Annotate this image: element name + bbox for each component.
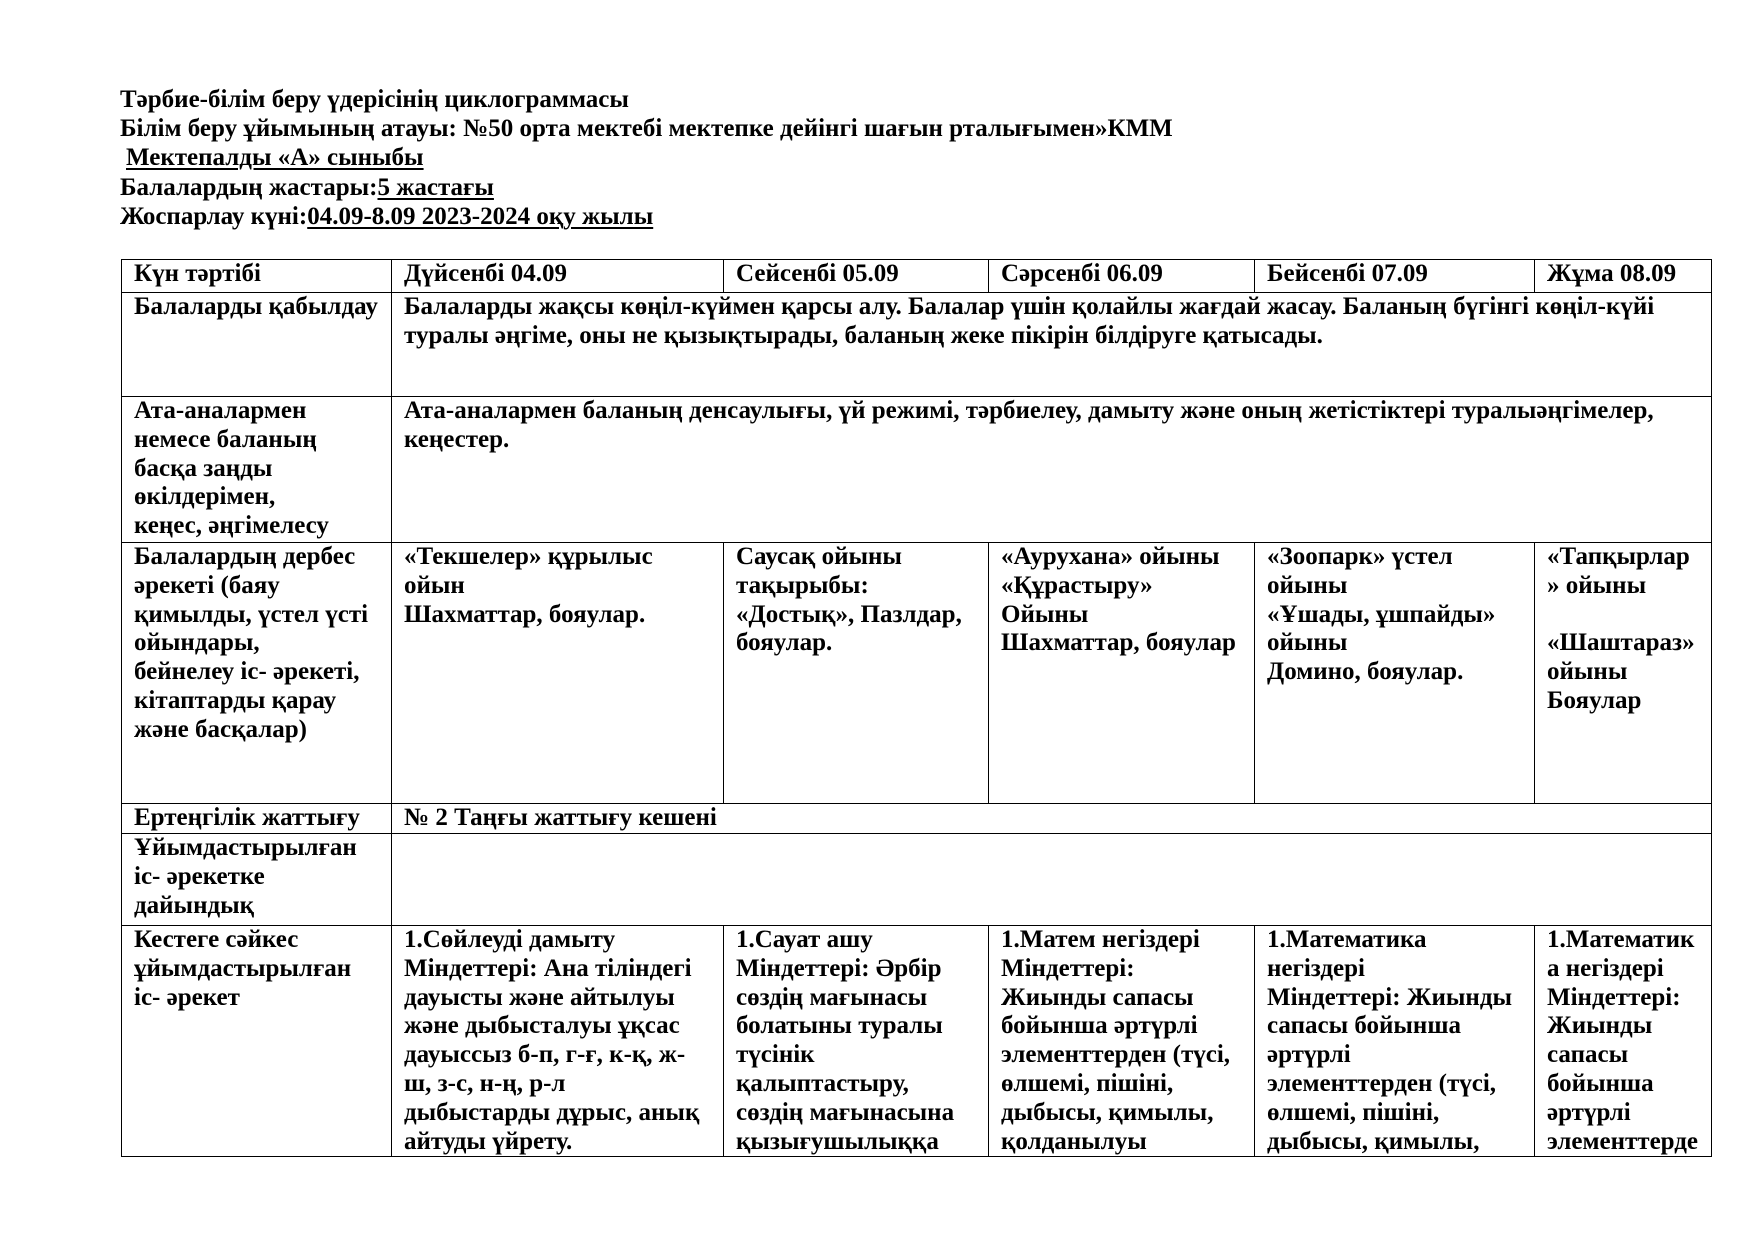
- row-5-activity-cell: [122, 834, 392, 926]
- cell-text-line: Міндеттері: Әрбір: [736, 954, 942, 982]
- row-1-activity-cell: [122, 293, 392, 397]
- column-header-wednesday: [989, 260, 1255, 293]
- cell-text-line: бояулар.: [736, 629, 833, 657]
- cell-text-line: ойындары,: [134, 629, 260, 657]
- cell-text-line: «Тапқырлар: [1547, 543, 1690, 570]
- row-4-activity-cell: [122, 804, 392, 834]
- cell-text-line: Ата-аналармен: [134, 397, 307, 424]
- cell-text-line: Балалардың дербес: [134, 543, 356, 570]
- cell-text-line: өлшемі, пішіні,: [1001, 1069, 1174, 1097]
- planning-date-value: 04.09-8.09 2023-2024 оқу жылы: [307, 202, 654, 230]
- cell-text-line: әртүрлі: [1547, 1098, 1631, 1126]
- cell-text-line: сапасы бойынша: [1267, 1012, 1461, 1040]
- row-6-activity-cell: [122, 926, 392, 1157]
- cell-text-line: болатыны туралы: [736, 1012, 943, 1040]
- column-header-friday: [1535, 260, 1712, 293]
- cell-text-line: «Шаштараз»: [1547, 629, 1695, 657]
- cell-text-line: Міндеттері: Ана тіліндегі: [404, 954, 692, 982]
- cell-text-line: негіздері: [1267, 954, 1365, 982]
- row-6-monday-cell: [392, 926, 724, 1157]
- schedule-table: [121, 259, 1712, 1157]
- cell-text-line: Саусақ ойыны: [736, 543, 902, 570]
- cell-text-line: дауысты және айтылуы: [404, 983, 675, 1011]
- cell-text-line: Күн тәртібі: [134, 260, 261, 287]
- cell-text-line: Міндеттері: Жиынды: [1267, 983, 1512, 1011]
- cell-text-line: бойынша әртүрлі: [1001, 1012, 1198, 1040]
- cell-text-line: өкілдерімен,: [134, 483, 276, 511]
- cell-text-line: ойыны: [1267, 571, 1348, 599]
- children-age-value: 5 жастағы: [377, 173, 494, 201]
- cell-text-line: Міндеттері:: [1001, 954, 1135, 982]
- row-6-friday-cell: [1535, 926, 1712, 1157]
- cell-text-line: Міндеттері:: [1547, 983, 1681, 1011]
- cell-text-line: № 2 Таңғы жаттығу кешені: [404, 804, 717, 831]
- cell-text-line: сөздің мағынасы: [736, 983, 928, 1011]
- row-6-tuesday-cell: [724, 926, 989, 1157]
- column-header-tuesday: [724, 260, 989, 293]
- cell-text-line: Бояулар: [1547, 686, 1642, 714]
- row-4-all-days-cell: [392, 804, 1712, 834]
- children-age-line: [120, 173, 1173, 202]
- cell-text-line: әртүрлі: [1267, 1041, 1351, 1069]
- cell-text-line: «Достық», Пазлдар,: [736, 600, 962, 628]
- cell-text-line: бойынша: [1547, 1069, 1654, 1097]
- cell-text-line: «Ұшады, ұшпайды»: [1267, 600, 1496, 628]
- cell-text-line: Домино, бояулар.: [1267, 658, 1464, 686]
- row-1-all-days-cell: [392, 293, 1712, 397]
- cell-text-line: туралы әңгіме, оны не қызықтырады, баланың жеке пікірін білдіруге қатысады.: [404, 321, 1323, 349]
- row-5-all-days-cell: [392, 834, 1712, 926]
- cell-text-line: және басқалар): [134, 715, 307, 743]
- row-3-tuesday-cell: [724, 543, 989, 804]
- cell-text-line: кітаптарды қарау: [134, 686, 337, 714]
- cell-text-line: қимылды, үстел үсті: [134, 600, 369, 628]
- row-2-all-days-cell: [392, 397, 1712, 543]
- cell-text-line: қалыптастыру,: [736, 1069, 909, 1097]
- row-6-wednesday-cell: [989, 926, 1255, 1157]
- row-6-thursday-cell: [1255, 926, 1535, 1157]
- row-3-activity-cell: [122, 543, 392, 804]
- cell-text-line: қызығушылыққа: [736, 1127, 939, 1155]
- cell-text-line: ойын: [404, 571, 465, 599]
- cell-text-line: 1.Матем негіздері: [1001, 926, 1200, 953]
- cell-text-line: Дүйсенбі 04.09: [404, 260, 567, 287]
- cell-text-line: Шахматтар, бояулар.: [404, 600, 646, 628]
- cell-text-line: дауыссыз б-п, г-ғ, к-қ, ж-: [404, 1041, 686, 1069]
- row-3-monday-cell: [392, 543, 724, 804]
- cell-text-line: өлшемі, пішіні,: [1267, 1098, 1440, 1126]
- column-header-daily-routine: [122, 260, 392, 293]
- row-3-thursday-cell: [1255, 543, 1535, 804]
- cell-text-line: дайындық: [134, 891, 255, 919]
- cell-text-line: әрекеті (баяу: [134, 571, 280, 599]
- cell-text-line: ойыны: [1547, 658, 1628, 686]
- planning-date-line: [120, 202, 1173, 231]
- cell-text-line: бейнелеу іс- әрекеті,: [134, 658, 360, 686]
- children-age-label: Балалардың жастары:: [120, 173, 378, 201]
- cell-text-line: [1547, 601, 1707, 630]
- cell-text-line: Шахматтар, бояулар: [1001, 629, 1236, 657]
- cell-text-line: дыбыстарды дұрыс, анық: [404, 1098, 700, 1126]
- cell-text-line: Балаларды жақсы көңіл-күймен қарсы алу. Балалар үшін қолайлы жағдай жасау. Баланың бүгінгі көңіл-күйі: [404, 293, 1655, 320]
- cell-text-line: «Аурухана» ойыны: [1001, 543, 1220, 570]
- document-title: Тәрбие-білім беру үдерісінің циклограммасы: [120, 86, 629, 113]
- cell-text-line: Ата-аналармен баланың денсаулығы, үй режимі, тәрбиелеу, дамыту және оның жетістіктері туралыәңгімелер,: [404, 397, 1654, 424]
- cell-text-line: Ойыны: [1001, 600, 1089, 628]
- cell-text-line: басқа заңды: [134, 454, 273, 482]
- row-3-wednesday-cell: [989, 543, 1255, 804]
- cell-text-line: элементтерден (түсі,: [1001, 1041, 1231, 1069]
- cell-text-line: дыбысы, қимылы,: [1001, 1098, 1214, 1126]
- cell-text-line: Жұма 08.09: [1547, 260, 1677, 287]
- cell-text-line: дыбысы, қимылы,: [1267, 1127, 1480, 1155]
- cell-text-line: Ертеңгілік жаттығу: [134, 804, 360, 831]
- cell-text-line: іс- әрекет: [134, 983, 240, 1011]
- cell-text-line: Бейсенбі 07.09: [1267, 260, 1428, 287]
- cell-text-line: түсінік: [736, 1041, 815, 1069]
- cell-text-line: кеңес, әңгімелесу: [134, 512, 329, 540]
- cell-text-line: кеңестер.: [404, 425, 510, 453]
- cell-text-line: 1.Математик: [1547, 926, 1695, 953]
- group-name: Мектепалды «А» сыныбы: [126, 144, 424, 172]
- cell-text-line: ш, з-с, н-ң, р-л: [404, 1069, 566, 1097]
- planning-date-label: Жоспарлау күні:: [120, 202, 308, 230]
- cell-text-line: айтуды үйрету.: [404, 1127, 573, 1155]
- organization-name: Білім беру ұйымының атауы: №50 орта мектебі мектепке дейінгі шағын рталығымен»КММ: [120, 115, 1173, 143]
- cell-text-line: Сәрсенбі 06.09: [1001, 260, 1163, 287]
- cell-text-line: » ойыны: [1547, 571, 1647, 599]
- cell-text-line: қолданылуы: [1001, 1127, 1147, 1155]
- cell-text-line: іс- әрекетке: [134, 862, 265, 890]
- cell-text-line: а негіздері: [1547, 954, 1664, 982]
- cell-text-line: «Құрастыру»: [1001, 571, 1153, 599]
- cell-text-line: Жиынды: [1547, 1012, 1653, 1040]
- cell-text-line: сөздің мағынасына: [736, 1098, 955, 1126]
- row-3-friday-cell: [1535, 543, 1712, 804]
- document-header: [120, 85, 1173, 231]
- cell-text-line: Кестеге сәйкес: [134, 926, 299, 953]
- cell-text-line: элементтерден (түсі,: [1267, 1069, 1497, 1097]
- cell-text-line: Балаларды қабылдау: [134, 293, 378, 320]
- cell-text-line: «Текшелер» құрылыс: [404, 543, 653, 570]
- cell-text-line: «Зоопарк» үстел: [1267, 543, 1453, 570]
- cell-text-line: 1.Сауат ашу: [736, 926, 873, 953]
- cell-text-line: ұйымдастырылған: [134, 954, 352, 982]
- group-line: [120, 143, 1173, 172]
- cell-text-line: сапасы: [1547, 1041, 1629, 1069]
- cell-text-line: 1.Математика: [1267, 926, 1427, 953]
- cell-text-line: 1.Сөйлеуді дамыту: [404, 926, 616, 953]
- cell-text-line: ойыны: [1267, 629, 1348, 657]
- cell-text-line: Жиынды сапасы: [1001, 983, 1194, 1011]
- cell-text-line: және дыбысталуы ұқсас: [404, 1012, 680, 1040]
- cell-text-line: Ұйымдастырылған: [134, 834, 357, 861]
- column-header-monday: [392, 260, 724, 293]
- column-header-thursday: [1255, 260, 1535, 293]
- cell-text-line: Сейсенбі 05.09: [736, 260, 899, 287]
- cell-text-line: тақырыбы:: [736, 571, 869, 599]
- row-2-activity-cell: [122, 397, 392, 543]
- cell-text-line: немесе баланың: [134, 425, 317, 453]
- cell-text-line: элементтерде: [1547, 1127, 1698, 1155]
